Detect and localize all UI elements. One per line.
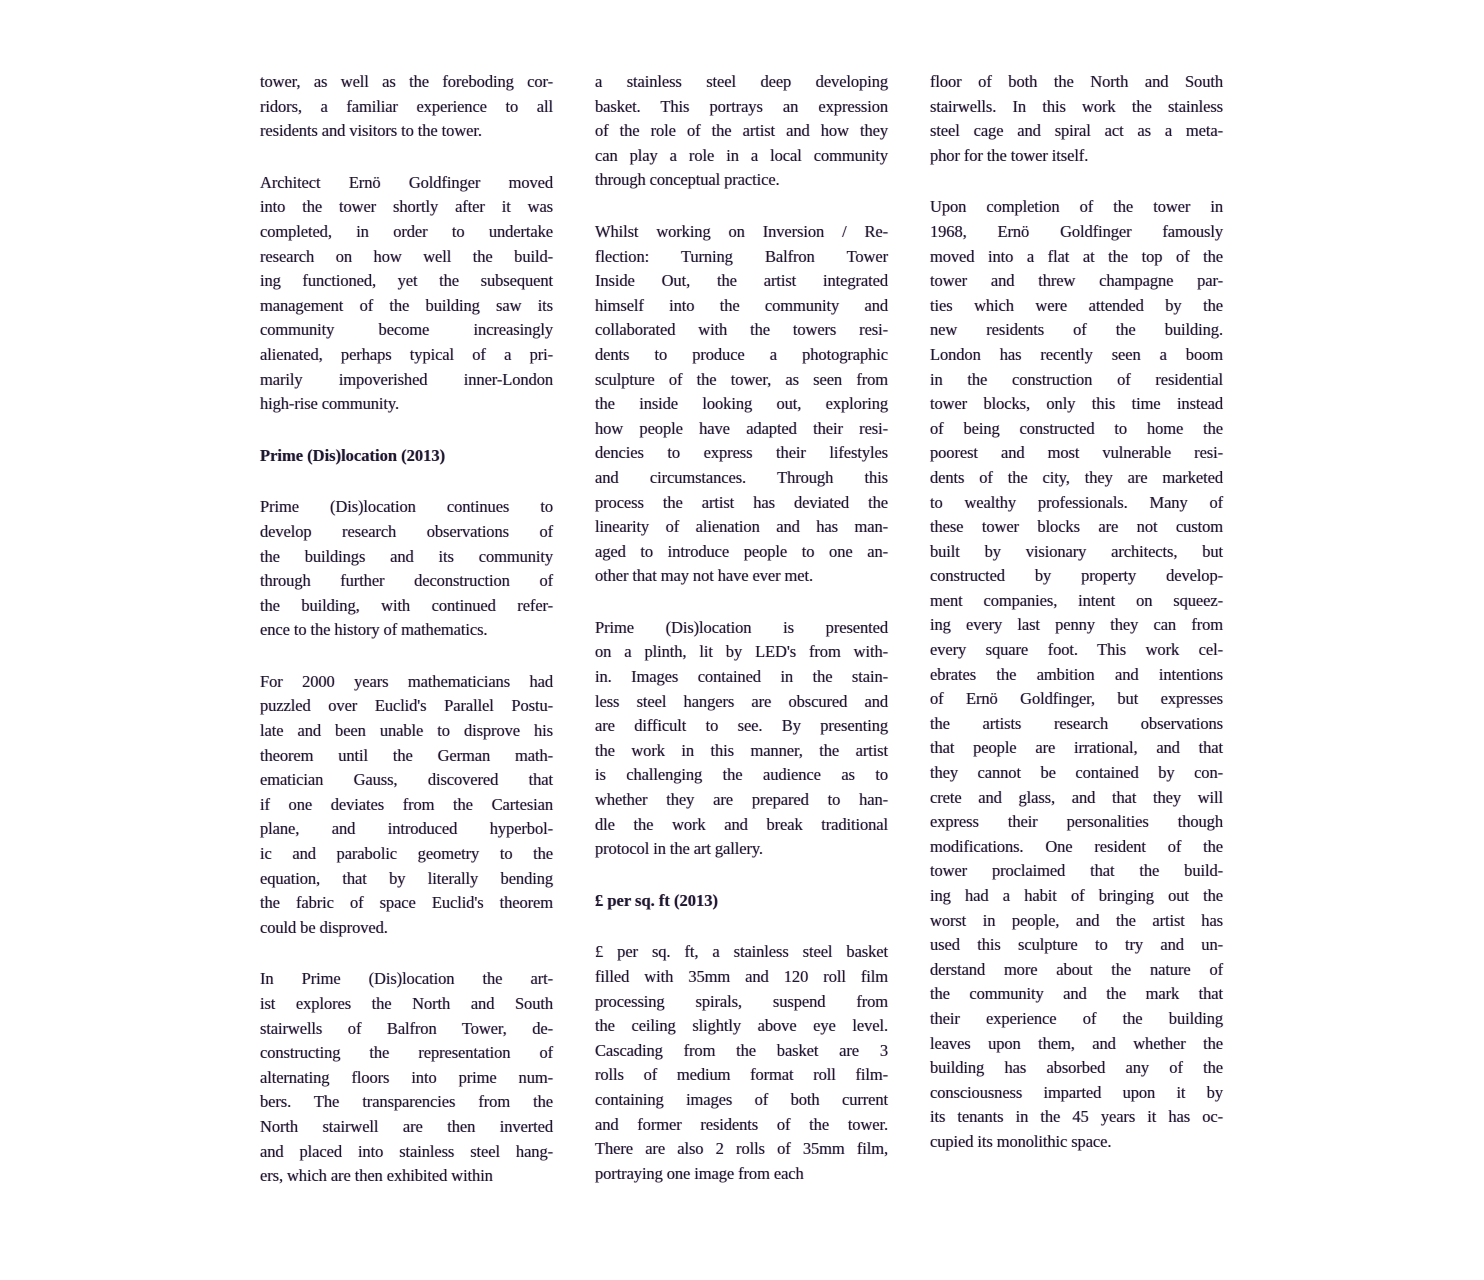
- text-line: £ per sq. ft, a stainless steel basket: [595, 942, 888, 962]
- text-line: derstand more about the nature of: [930, 959, 1223, 979]
- text-line: crete and glass, and that they will: [930, 787, 1223, 807]
- text-line: ebrates the ambition and intentions: [930, 664, 1223, 684]
- text-line: if one deviates from the Cartesian: [260, 794, 553, 814]
- text-line: their experience of the building: [930, 1008, 1223, 1028]
- text-line: collaborated with the towers resi-: [595, 320, 888, 340]
- text-line: new residents of the building.: [930, 320, 1223, 340]
- text-line: moved into a flat at the top of the: [930, 246, 1223, 266]
- text-line: tower, as well as the foreboding cor-: [260, 72, 553, 91]
- text-line: Architect Ernö Goldfinger moved: [260, 172, 553, 192]
- text-line: Whilst working on Inversion / Re-: [595, 221, 888, 241]
- text-line: into the tower shortly after it was: [260, 197, 553, 217]
- text-line: the building, with continued refer-: [260, 595, 553, 615]
- paragraph: [595, 616, 888, 862]
- text-line: and placed into stainless steel hang-: [260, 1141, 553, 1161]
- text-line: every square foot. This work cel-: [930, 640, 1223, 660]
- text-line: marily impoverished inner-London: [260, 369, 553, 389]
- text-line: and circumstances. Through this: [595, 467, 888, 487]
- paragraph: [930, 195, 1223, 1154]
- text-line: process the artist has deviated the: [595, 492, 888, 512]
- text-line: through further deconstruction of: [260, 571, 553, 591]
- text-line: linearity of alienation and has man-: [595, 517, 888, 537]
- text-line: protocol in the art gallery.: [595, 839, 763, 859]
- text-line: There are also 2 rolls of 35mm film,: [595, 1139, 888, 1159]
- text-line: ic and parabolic geometry to the: [260, 844, 553, 864]
- text-block: [260, 70, 1223, 1189]
- text-line: ing had a habit of bringing out the: [930, 886, 1223, 905]
- text-line: alienated, perhaps typical of a pri-: [260, 344, 553, 364]
- text-line: consciousness imparted upon it by: [930, 1082, 1223, 1102]
- paragraph: [260, 967, 553, 1188]
- text-line: 1968, Ernö Goldfinger famously: [930, 221, 1223, 241]
- paragraph: [260, 670, 553, 941]
- text-line: the inside looking out, exploring: [595, 394, 888, 414]
- paragraph: [260, 70, 553, 144]
- text-line: and former residents of the tower.: [595, 1114, 888, 1134]
- text-line: portraying one image from each: [595, 1163, 804, 1183]
- text-line: tower blocks, only this time instead: [930, 394, 1223, 414]
- text-line: to wealthy professionals. Many of: [930, 492, 1223, 512]
- section-heading: £ per sq. ft (2013): [595, 890, 718, 910]
- text-line: how people have adapted their resi-: [595, 418, 888, 438]
- text-line: rolls of medium format roll film-: [595, 1065, 888, 1085]
- text-line: filled with 35mm and 120 roll film: [595, 967, 888, 986]
- text-line: its tenants in the 45 years it has oc-: [930, 1107, 1223, 1127]
- text-line: stairwells. In this work the stainless: [930, 96, 1223, 116]
- text-line: a stainless steel deep developing: [595, 72, 888, 91]
- text-line: steel cage and spiral act as a meta-: [930, 121, 1223, 141]
- text-line: can play a role in a local community: [595, 145, 888, 165]
- text-line: modifications. One resident of the: [930, 836, 1223, 856]
- text-line: ence to the history of mathematics.: [260, 620, 488, 640]
- text-line: cupied its monolithic space.: [930, 1131, 1112, 1151]
- text-line: through conceptual practice.: [595, 170, 780, 190]
- text-line: ist explores the North and South: [260, 994, 553, 1013]
- text-line: London has recently seen a boom: [930, 344, 1223, 364]
- paragraph: [595, 220, 888, 589]
- text-line: ing every last penny they can from: [930, 615, 1223, 635]
- text-column-middle: [595, 70, 888, 1189]
- text-line: equation, that by literally bending: [260, 868, 553, 888]
- text-line: residents and visitors to the tower.: [260, 121, 482, 141]
- text-line: processing spirals, suspend from: [595, 991, 888, 1011]
- text-line: management of the building saw its: [260, 295, 553, 315]
- text-line: of being constructed to home the: [930, 418, 1223, 438]
- text-line: completed, in order to undertake: [260, 221, 553, 241]
- text-line: high-rise community.: [260, 394, 399, 414]
- text-column-left: [260, 70, 553, 1189]
- text-line: that people are irrational, and that: [930, 738, 1223, 758]
- text-line: floor of both the North and South: [930, 72, 1223, 91]
- paragraph: [930, 70, 1223, 168]
- text-line: in. Images contained in the stain-: [595, 667, 888, 687]
- text-line: express their personalities though: [930, 812, 1223, 832]
- text-line: stairwells of Balfron Tower, de-: [260, 1018, 553, 1038]
- text-line: the artists research observations: [930, 713, 1223, 733]
- text-line: could be disproved.: [260, 917, 388, 937]
- text-line: dents of the city, they are marketed: [930, 467, 1223, 487]
- text-line: bers. The transparencies from the: [260, 1092, 553, 1112]
- text-line: worst in people, and the artist has: [930, 910, 1223, 930]
- text-line: basket. This portrays an expression: [595, 96, 888, 116]
- text-line: constructed by property develop-: [930, 566, 1223, 586]
- text-line: alternating floors into prime num-: [260, 1067, 553, 1087]
- text-line: North stairwell are then inverted: [260, 1116, 553, 1136]
- text-line: the fabric of space Euclid's theorem: [260, 893, 553, 913]
- text-line: ridors, a familiar experience to all: [260, 96, 553, 116]
- text-line: himself into the community and: [595, 295, 888, 315]
- text-line: dencies to express their lifestyles: [595, 443, 888, 463]
- text-line: develop research observations of: [260, 521, 553, 541]
- text-line: Upon completion of the tower in: [930, 197, 1223, 217]
- text-line: theorem until the German math-: [260, 745, 553, 765]
- text-line: leaves upon them, and whether the: [930, 1033, 1223, 1053]
- text-line: tower and threw champagne par-: [930, 271, 1223, 291]
- text-line: are difficult to see. By presenting: [595, 716, 888, 736]
- text-line: research on how well the build-: [260, 246, 553, 266]
- text-line: of Ernö Goldfinger, but expresses: [930, 689, 1223, 709]
- text-line: containing images of both current: [595, 1089, 888, 1109]
- text-line: used this sculpture to try and un-: [930, 935, 1223, 955]
- text-line: ematician Gauss, discovered that: [260, 770, 553, 790]
- text-line: other that may not have ever met.: [595, 566, 813, 586]
- text-line: in the construction of residential: [930, 369, 1223, 389]
- paragraph: [595, 940, 888, 1186]
- text-line: the work in this manner, the artist: [595, 740, 888, 760]
- text-line: less steel hangers are obscured and: [595, 691, 888, 711]
- text-column-right: [930, 70, 1223, 1189]
- text-line: on a plinth, lit by LED's from with-: [595, 642, 888, 662]
- text-line: phor for the tower itself.: [930, 145, 1089, 165]
- text-line: late and been unable to disprove his: [260, 721, 553, 741]
- text-line: they cannot be contained by con-: [930, 763, 1223, 783]
- text-line: Cascading from the basket are 3: [595, 1040, 888, 1060]
- text-line: these tower blocks are not custom: [930, 517, 1223, 537]
- text-line: In Prime (Dis)location the art-: [260, 969, 553, 989]
- text-line: whether they are prepared to han-: [595, 790, 888, 810]
- text-line: ties which were attended by the: [930, 295, 1223, 315]
- section-heading: Prime (Dis)location (2013): [260, 445, 446, 465]
- text-line: ment companies, intent on squeez-: [930, 590, 1223, 610]
- text-line: constructing the representation of: [260, 1043, 553, 1063]
- text-line: the community and the mark that: [930, 984, 1223, 1004]
- text-line: tower proclaimed that the build-: [930, 861, 1223, 881]
- text-line: Inside Out, the artist integrated: [595, 271, 888, 291]
- text-line: of the role of the artist and how they: [595, 121, 888, 141]
- text-line: the buildings and its community: [260, 546, 553, 566]
- text-line: sculpture of the tower, as seen from: [595, 369, 888, 389]
- text-line: dle the work and break traditional: [595, 814, 888, 834]
- text-line: is challenging the audience as to: [595, 765, 888, 785]
- text-line: the ceiling slightly above eye level.: [595, 1016, 888, 1036]
- text-line: puzzled over Euclid's Parallel Postu-: [260, 696, 553, 716]
- text-line: built by visionary architects, but: [930, 541, 1223, 561]
- text-line: ing functioned, yet the subsequent: [260, 271, 553, 291]
- text-line: plane, and introduced hyperbol-: [260, 819, 553, 839]
- text-line: building has absorbed any of the: [930, 1058, 1223, 1078]
- text-line: For 2000 years mathematicians had: [260, 671, 553, 691]
- text-line: flection: Turning Balfron Tower: [595, 246, 888, 266]
- text-line: dents to produce a photographic: [595, 344, 888, 364]
- text-line: Prime (Dis)location is presented: [595, 617, 888, 637]
- text-line: Prime (Dis)location continues to: [260, 497, 553, 517]
- text-line: community become increasingly: [260, 320, 553, 340]
- paragraph: [260, 495, 553, 643]
- text-line: aged to introduce people to one an-: [595, 541, 888, 561]
- paragraph: [260, 171, 553, 417]
- text-line: poorest and most vulnerable resi-: [930, 443, 1223, 463]
- text-line: ers, which are then exhibited within: [260, 1166, 493, 1186]
- paragraph: [595, 70, 888, 193]
